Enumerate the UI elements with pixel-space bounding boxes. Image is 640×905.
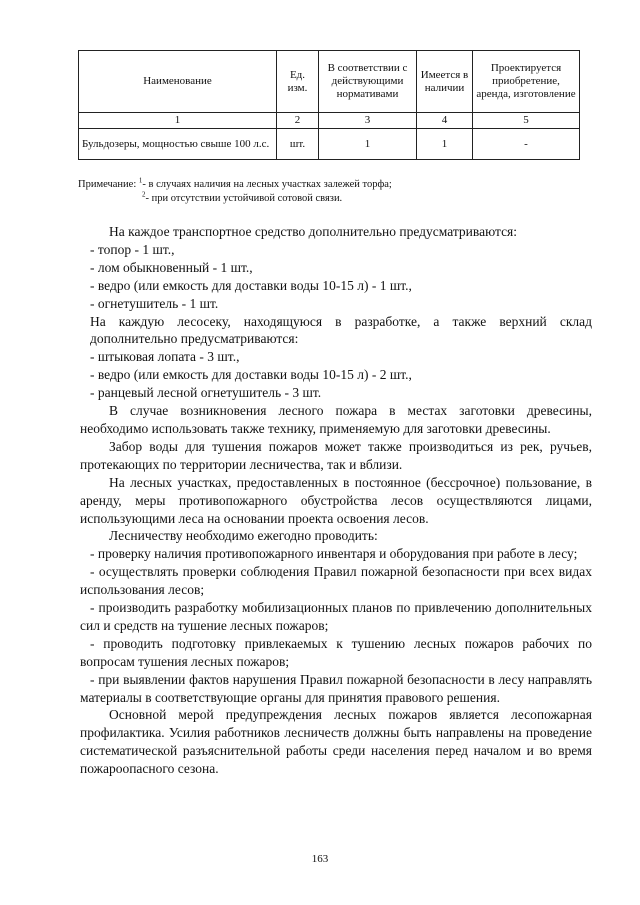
equipment-table <box>78 50 580 160</box>
column-number: 2 <box>277 113 319 129</box>
footnote-label: Примечание: <box>78 179 137 190</box>
list-item: - ведро (или емкость для доставки воды 10-15 л) - 2 шт., <box>90 367 412 383</box>
header-cell-name: Наименование <box>79 51 277 113</box>
cell-planned: - <box>473 129 580 160</box>
table-footnote <box>78 178 578 206</box>
list-item: - ранцевый лесной огнетушитель - 3 шт. <box>90 385 322 401</box>
body-text <box>80 223 592 778</box>
list-item: - топор - 1 шт., <box>90 241 175 257</box>
list-item: - осуществлять проверки соблюдения Правил пожарной безопасности при всех видах использования лесов; <box>80 564 592 598</box>
footnote-marker: 2 <box>142 190 146 199</box>
paragraph: Лесничеству необходимо ежегодно проводить: <box>109 528 378 544</box>
header-cell-unit: Ед. изм. <box>277 51 319 113</box>
footnote-line-1 <box>78 178 578 192</box>
list-item: - проводить подготовку привлекаемых к тушению лесных пожаров рабочих по вопросам тушения лесных пожаров; <box>80 635 592 669</box>
cell-norm: 1 <box>319 129 417 160</box>
cell-available: 1 <box>417 129 473 160</box>
list-item: - огнетушитель - 1 шт. <box>90 295 219 311</box>
footnote-text: - при отсутствии устойчивой сотовой связи. <box>145 193 343 204</box>
header-cell-norm: В соответствии с действующими нормативами <box>319 51 417 113</box>
column-number: 4 <box>417 113 473 129</box>
cell-name: Бульдозеры, мощностью свыше 100 л.с. <box>79 129 277 160</box>
cell-unit: шт. <box>277 129 319 160</box>
table-row <box>79 129 580 160</box>
list-item: - штыковая лопата - 3 шт., <box>90 349 240 365</box>
paragraph: На лесных участках, предоставленных в постоянное (бессрочное) пользование, в аренду, меры противопожарного обустройства лесов осуществляются лицами, использующими леса на основании проекта освоения лесов. <box>80 474 592 526</box>
header-cell-available: Имеется в наличии <box>417 51 473 113</box>
paragraph: Основной мерой предупреждения лесных пожаров является лесопожарная профилактика. Усилия работников лесничеств должны быть направлены на проведение систематической разъяснительной работы среди населения перед началом и во время пожароопасного сезона. <box>80 707 592 777</box>
footnote-marker: 1 <box>138 176 143 185</box>
list-item: - при выявлении фактов нарушения Правил пожарной безопасности в лесу направлять материалы в соответствующие органы для принятия правового решения. <box>80 671 592 705</box>
header-cell-planned: Проектируется приобретение, аренда, изготовление <box>473 51 580 113</box>
list-item: - лом обыкновенный - 1 шт., <box>90 259 253 275</box>
column-number: 5 <box>473 113 580 129</box>
column-number: 1 <box>79 113 277 129</box>
page-number: 163 <box>311 853 329 865</box>
list-item: - производить разработку мобилизационных планов по привлечению дополнительных сил и средств на тушение лесных пожаров; <box>80 600 592 633</box>
footnote-line-2 <box>78 192 578 206</box>
list-item: - проверку наличия противопожарного инвентаря и оборудования при работе в лесу; <box>90 546 578 562</box>
paragraph: На каждую лесосеку, находящуюся в разработке, а также верхний склад дополнительно предусматриваются: <box>90 313 592 347</box>
table-column-number-row <box>79 113 580 129</box>
footnote-text: - в случаях наличия на лесных участках залежей торфа; <box>142 179 392 190</box>
table-header-row <box>79 51 580 113</box>
paragraph: Забор воды для тушения пожаров может также производиться из рек, ручьев, протекающих по территории лесничества, так и вблизи. <box>80 438 592 472</box>
list-item: - ведро (или емкость для доставки воды 10-15 л) - 1 шт., <box>90 277 412 293</box>
paragraph: В случае возникновения лесного пожара в местах заготовки древесины, необходимо использовать также технику, применяемую для заготовки древесины. <box>80 403 592 436</box>
paragraph: На каждое транспортное средство дополнительно предусматриваются: <box>109 224 518 239</box>
column-number: 3 <box>319 113 417 129</box>
